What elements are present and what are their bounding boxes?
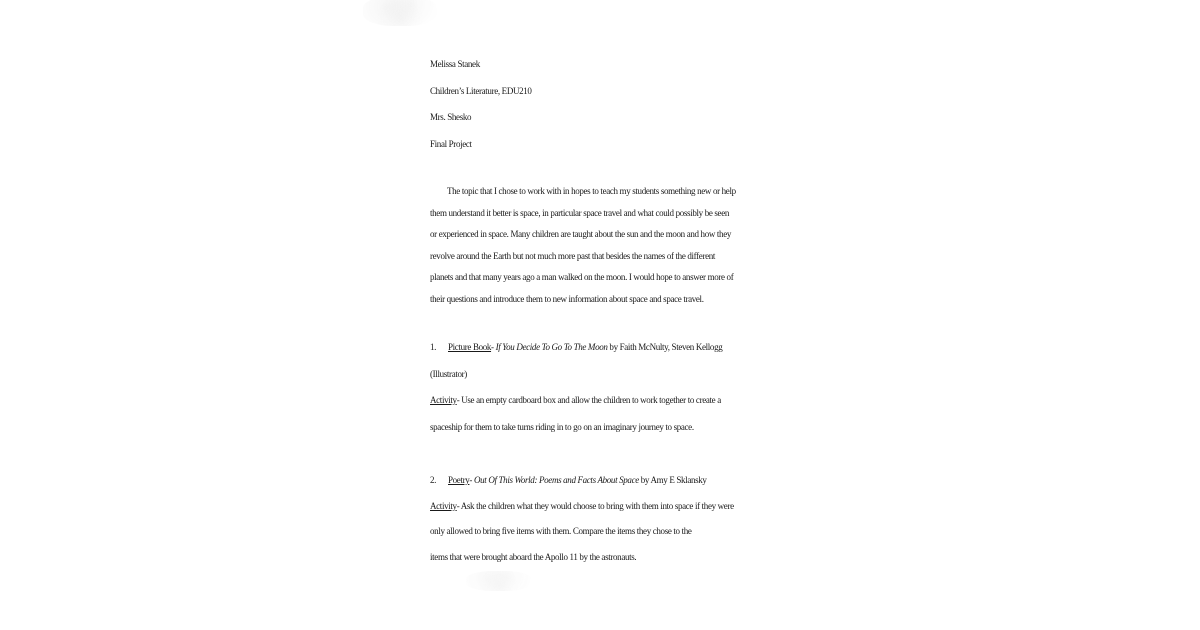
course-name: Children’s Literature, EDU210 xyxy=(430,85,532,96)
activity-text: - Ask the children what they would choose to bring with them into space if they were xyxy=(456,500,734,511)
paragraph-line: or experienced in space. Many children are taught about the sun and the moon and how they xyxy=(430,229,731,239)
activity-label: Activity xyxy=(430,500,457,511)
item-separator: - xyxy=(469,475,474,485)
book-title: If You Decide To Go To The Moon xyxy=(495,342,608,352)
item-heading-line xyxy=(430,334,790,361)
assignment-title: Final Project xyxy=(430,138,472,149)
activity-text: - Use an empty cardboard box and allow the children to work together to create a xyxy=(456,395,721,405)
list-item-picture-book xyxy=(430,334,790,440)
item-number: 1. xyxy=(430,342,437,352)
book-authors: by Faith McNulty, Steven Kellogg xyxy=(607,342,723,352)
activity-line xyxy=(430,494,790,520)
item-heading-continuation: (Illustrator) xyxy=(430,368,467,379)
paragraph-line: planets and that many years ago a man walked on the moon. I would hope to answer more of xyxy=(430,272,734,282)
activity-line: only allowed to bring five items with them. Compare the items they chose to the xyxy=(430,526,692,536)
item-heading-line xyxy=(430,468,790,494)
item-number: 2. xyxy=(430,475,437,485)
instructor-name: Mrs. Shesko xyxy=(430,112,472,122)
document-header xyxy=(430,51,790,157)
paragraph-line: The topic that I chose to work with in hopes to teach my students something new or help xyxy=(447,186,736,196)
faded-image-artifact-top xyxy=(363,0,437,26)
intro-paragraph xyxy=(430,181,790,310)
activity-line xyxy=(430,387,790,414)
faded-image-artifact-bottom xyxy=(466,571,532,591)
paragraph-line: revolve around the Earth but not much more past that besides the names of the different xyxy=(430,250,716,261)
item-category: Picture Book xyxy=(448,342,492,352)
author-name: Melissa Stanek xyxy=(430,59,480,69)
activity-line: items that were brought aboard the Apollo 11 by the astronauts. xyxy=(430,551,637,562)
paragraph-line: their questions and introduce them to new information about space and space travel. xyxy=(430,293,704,304)
item-category: Poetry xyxy=(448,475,470,485)
list-item-poetry xyxy=(430,468,790,570)
book-authors: by Amy E Sklansky xyxy=(638,475,707,485)
book-title: Out Of This World: Poems and Facts About Space xyxy=(473,475,639,485)
item-separator: - xyxy=(491,342,496,352)
activity-line: spaceship for them to take turns riding in to go on an imaginary journey to space. xyxy=(430,421,694,432)
paragraph-line: them understand it better is space, in particular space travel and what could possibly be seen xyxy=(430,207,729,218)
activity-label: Activity xyxy=(430,395,457,405)
